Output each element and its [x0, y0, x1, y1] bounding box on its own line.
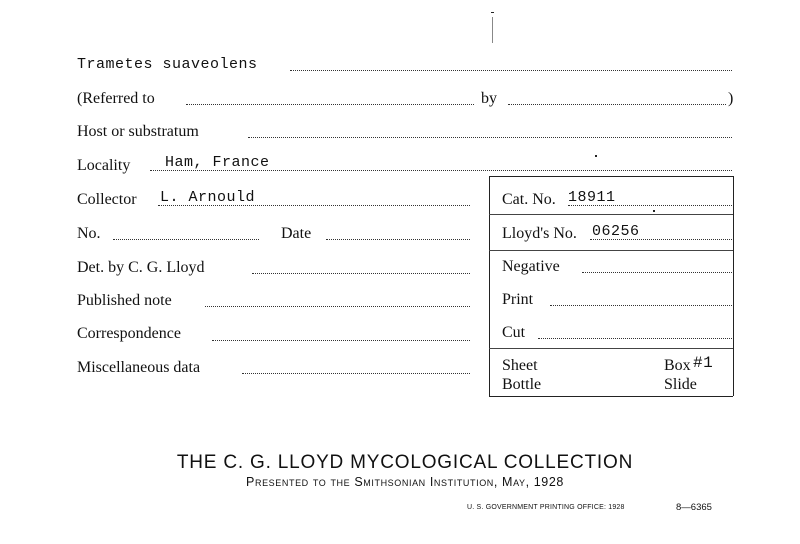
sheet-label: Sheet	[502, 357, 538, 374]
determined-by-label: Det. by C. G. Lloyd	[77, 259, 205, 276]
catalog-number-value: 18911	[568, 189, 616, 206]
correspondence-line	[212, 340, 470, 341]
catalog-box-left-border	[489, 176, 490, 396]
determined-by-line	[252, 273, 470, 274]
by-close-paren: )	[728, 90, 734, 107]
host-line	[248, 137, 732, 138]
catalog-number-label: Cat. No.	[502, 191, 556, 208]
catalog-box-divider	[489, 348, 733, 349]
locality-label: Locality	[77, 157, 131, 174]
ink-speck	[653, 210, 655, 212]
box-label: Box	[664, 357, 691, 374]
ink-speck	[491, 12, 494, 13]
slide-label: Slide	[664, 376, 697, 393]
ink-speck	[595, 155, 597, 157]
by-label: by	[481, 90, 497, 107]
catalog-box-bottom-border	[489, 396, 733, 397]
negative-line	[582, 272, 732, 273]
collector-value: L. Arnould	[160, 189, 256, 206]
species-line	[290, 70, 732, 71]
printing-office-note: U. S. GOVERNMENT PRINTING OFFICE: 1928	[467, 504, 625, 511]
collector-line	[158, 205, 470, 206]
catalog-number-line	[568, 205, 732, 206]
box-value: #1	[693, 354, 714, 372]
lloyds-number-line	[590, 239, 732, 240]
collection-subtitle: Presented to the Smithsonian Institution, May, 1928	[246, 475, 564, 489]
referred-to-label: (Referred to	[77, 90, 155, 107]
species-name: Trametes suaveolens	[77, 56, 258, 73]
print-label: Print	[502, 291, 534, 308]
correspondence-label: Correspondence	[77, 325, 181, 342]
catalog-box-right-border	[733, 176, 734, 396]
cut-label: Cut	[502, 324, 526, 341]
form-number: 8—6365	[676, 502, 712, 513]
catalog-box-divider	[489, 214, 733, 215]
date-label: Date	[281, 225, 312, 242]
locality-value: Ham, France	[165, 154, 270, 171]
lloyds-number-label: Lloyd's No.	[502, 225, 577, 242]
no-label: No.	[77, 225, 101, 242]
collector-label: Collector	[77, 191, 137, 208]
lloyds-number-value: 06256	[592, 223, 640, 240]
host-label: Host or substratum	[77, 123, 199, 140]
locality-line	[150, 170, 732, 171]
ink-speck	[492, 17, 493, 43]
published-note-line	[205, 306, 470, 307]
print-line	[550, 305, 732, 306]
no-line	[113, 239, 259, 240]
catalog-box-divider	[489, 250, 733, 251]
negative-label: Negative	[502, 258, 560, 275]
referred-to-line	[186, 104, 474, 105]
cut-line	[538, 338, 732, 339]
published-note-label: Published note	[77, 292, 172, 309]
catalog-box-top-border	[489, 176, 733, 177]
collection-title: THE C. G. LLOYD MYCOLOGICAL COLLECTION	[176, 452, 634, 473]
date-line	[326, 239, 470, 240]
miscellaneous-data-label: Miscellaneous data	[77, 359, 201, 376]
miscellaneous-data-line	[242, 373, 470, 374]
bottle-label: Bottle	[502, 376, 542, 393]
by-line	[508, 104, 726, 105]
